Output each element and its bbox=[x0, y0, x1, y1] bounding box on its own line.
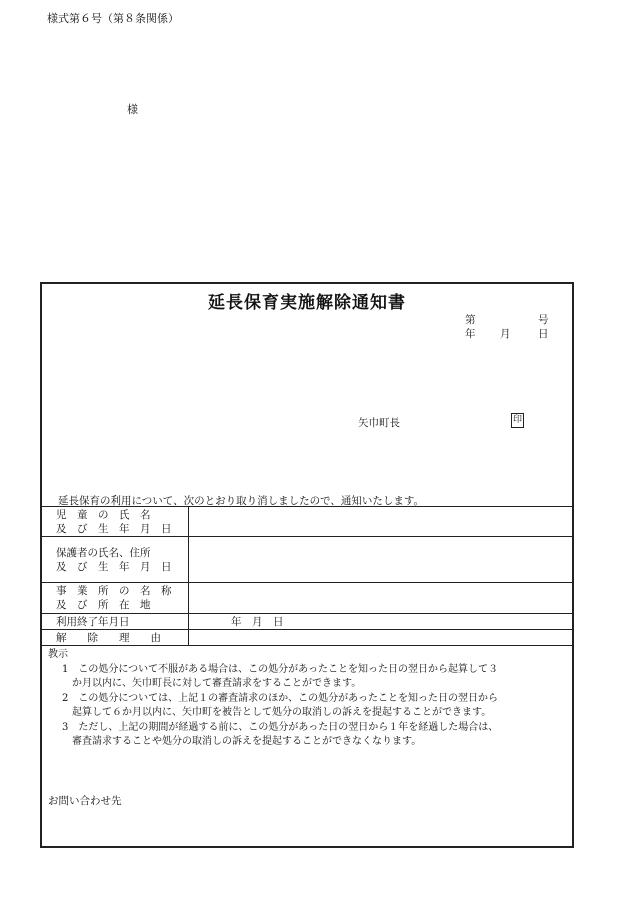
date-year-label: 年 bbox=[465, 328, 476, 340]
lead-text: 延長保育の利用について、次のとおり取り消しましたので、通知いたします。 bbox=[58, 495, 425, 507]
label-line: 及 び 生 年 月 日 bbox=[56, 560, 172, 573]
details-table bbox=[42, 506, 572, 646]
row-value[interactable] bbox=[189, 583, 573, 614]
label-line: 事 業 所 の 名 称 bbox=[56, 585, 172, 597]
row-value[interactable]: 年 月 日 bbox=[189, 614, 573, 630]
row-label bbox=[42, 537, 189, 583]
row-label bbox=[42, 630, 189, 646]
instruction-item: 2 この処分については、上記１の審査請求のほか、この処分があったことを知った日の翌日から bbox=[62, 692, 499, 704]
label-line: 及 び 生 年 月 日 bbox=[56, 522, 172, 535]
instructions-block bbox=[48, 648, 498, 750]
row-label bbox=[42, 614, 189, 630]
number-label-dai: 第 bbox=[465, 314, 476, 326]
seal-mark: 印 bbox=[511, 413, 524, 428]
instruction-item: 3 ただし、上記の期間が経過する前に、この処分があった日の翌日から１年を経過した場合は、 bbox=[62, 721, 499, 733]
label-line: 利用終了年月日 bbox=[56, 615, 130, 628]
number-label-go: 号 bbox=[538, 314, 549, 326]
row-value[interactable] bbox=[189, 507, 573, 537]
instruction-item: 1 この処分について不服がある場合は、この処分があったことを知った日の翌日から起算して３ bbox=[62, 663, 499, 675]
row-label bbox=[42, 507, 189, 537]
table-row bbox=[42, 630, 572, 646]
label-line: 児 童 の 氏 名 bbox=[56, 508, 151, 521]
addressee-suffix: 様 bbox=[127, 103, 138, 116]
instructions-heading: 教示 bbox=[48, 649, 68, 660]
table-row bbox=[42, 507, 572, 537]
notice-title: 延長保育実施解除通知書 bbox=[208, 293, 406, 313]
form-number: 様式第６号（第８条関係） bbox=[47, 12, 179, 25]
table-row bbox=[42, 614, 572, 630]
instruction-item-continued: 起算して６か月以内に、矢巾町を被告として処分の取消しの訴えを提起することができます。 bbox=[72, 707, 492, 718]
notice-frame bbox=[40, 282, 574, 848]
row-label bbox=[42, 583, 189, 614]
date-day-label: 日 bbox=[538, 328, 549, 340]
label-line: 及 び 所 在 地 bbox=[56, 599, 151, 611]
row-value[interactable] bbox=[189, 630, 573, 646]
contact-label: お問い合わせ先 bbox=[48, 795, 122, 807]
row-value[interactable] bbox=[189, 537, 573, 583]
table-row bbox=[42, 537, 572, 583]
label-line: 保護者の氏名、住所 bbox=[56, 546, 151, 559]
instruction-item-continued: 審査請求することや処分の取消しの訴えを提起することができなくなります。 bbox=[72, 736, 422, 747]
date-month-label: 月 bbox=[500, 328, 511, 340]
table-row bbox=[42, 583, 572, 614]
instruction-item-continued: か月以内に、矢巾町長に対して審査請求をすることができます。 bbox=[72, 678, 362, 689]
issuer-name: 矢巾町長 bbox=[358, 417, 400, 429]
label-line: 解 除 理 由 bbox=[56, 631, 161, 644]
